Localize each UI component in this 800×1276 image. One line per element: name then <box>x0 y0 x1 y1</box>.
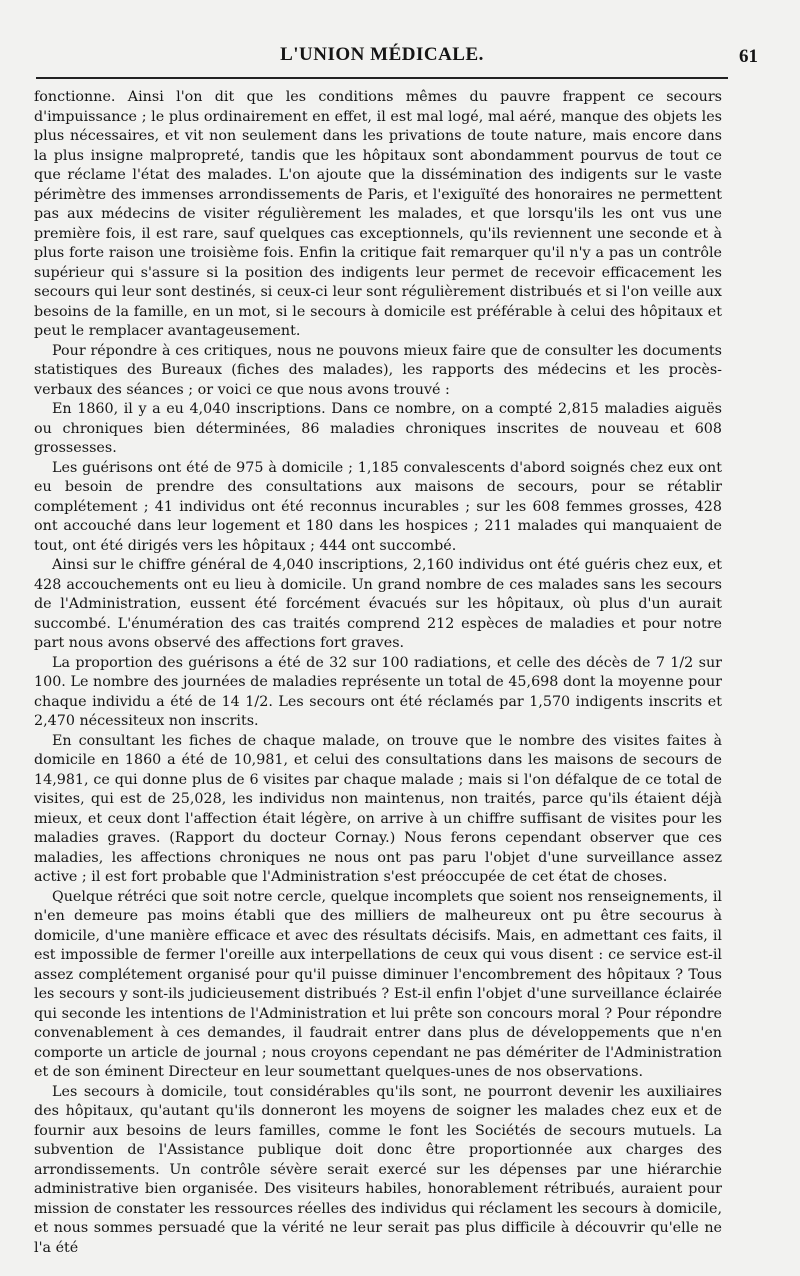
paragraph-9: Les secours à domicile, tout considérables qu'ils sont, ne pourront devenir les auxiliaires des hôpitaux, qu'autant qu'ils donneront les moyens de soigner les malades chez eux et de fournir aux besoins de leurs familles, comme le font les Sociétés de secours mutuels. La subvention de l'Assistance publique doit donc être proportionnée aux charges des arrondissements. Un contrôle sévère serait exercé sur les dépenses par une hiérarchie administrative bien organisée. Des visiteurs habiles, honorablement rétribués, auraient pour mission de constater les ressources réelles des individus qui réclament les secours à domicile, et nous sommes persuadé que la vérité ne leur serait pas plus difficile à découvrir qu'elle ne l'a été <box>34 1083 722 1256</box>
paragraph-7: En consultant les fiches de chaque malade, on trouve que le nombre des visites faites à domicile en 1860 a été de 10,981, et celui des consultations dans les maisons de secours de 14,981, ce qui donne plus de 6 visites par chaque malade ; mais si l'on défalque de ce total de visites, qui est de 25,028, les individus non maintenus, non traités, parce qu'ils étaient déjà mieux, et ceux dont l'affection était légère, on arrive à un chiffre suffisant de visites pour les maladies graves. (Rapport du docteur Cornay.) Nous ferons cependant observer que ces maladies, les affections chroniques ne nous ont pas paru l'objet d'une surveillance assez active ; il est fort probable que l'Administration s'est préoccupée de cet état de choses. <box>34 732 722 885</box>
header-rule <box>36 77 728 79</box>
paragraph-4: Les guérisons ont été de 975 à domicile ; 1,185 convalescents d'abord soignés chez eux ont eu besoin de prendre des consultations aux maisons de secours, pour se rétablir complétement ; 41 individus ont été reconnus incurables ; sur les 608 femmes grosses, 428 ont accouché dans leur logement et 180 dans les hospices ; 211 malades qui manquaient de tout, ont été dirigés vers les hôpitaux ; 444 ont succombé. <box>34 459 722 554</box>
paragraph-3: En 1860, il y a eu 4,040 inscriptions. Dans ce nombre, on a compté 2,815 maladies aiguës ou chroniques bien déterminées, 86 maladies chroniques inscrites de nouveau et 608 grossesses. <box>34 401 722 456</box>
paragraph-1: fonctionne. Ainsi l'on dit que les conditions mêmes du pauvre frappent ce secours d'impuissance ; le plus ordinairement en effet, il est mal logé, mal aéré, manque des objets les plus nécessaires, et vit non seulement dans les privations de toute nature, mais encore dans la plus insigne malpropreté, tandis que les hôpitaux sont abondamment pourvus de tout ce que réclame l'état des malades. L'on ajoute que la dissémination des indigents sur le vaste périmètre des immenses arrondissements de Paris, et l'exiguïté des honoraires ne permettent pas aux médecins de visiter régulièrement les malades, et que lorsqu'ils les ont vus une première fois, il est rare, sauf quelques cas exceptionnels, qu'ils reviennent une seconde et à plus forte raison une troisième fois. Enfin la critique fait remarquer qu'il n'y a pas un contrôle supérieur qui s'assure si la position des indigents leur permet de recevoir efficacement les secours qui leur sont destinés, si ceux-ci leur sont régulièrement distribués et si l'on veille aux besoins de la famille, en un mot, si le secours à domicile est préférable à celui des hôpitaux et peut le remplacer avantageusement. <box>34 89 722 339</box>
journal-title: L'UNION MÉDICALE. <box>280 44 484 65</box>
paragraph-8: Quelque rétréci que soit notre cercle, quelque incomplets que soient nos renseignements, il n'en demeure pas moins établi que des milliers de malheureux ont pu être secourus à domicile, d'une manière efficace et avec des résultats décisifs. Mais, en admettant ces faits, il est impossible de fermer l'oreille aux interpellations de ceux qui vous disent : ce service est-il assez complétement organisé pour qu'il puisse diminuer l'encombrement des hôpitaux ? Tous les secours y sont-ils judicieusement distribués ? Est-il enfin l'objet d'une surveillance éclairée qui seconde les intentions de l'Administration et lui prête son concours moral ? Pour répondre convenablement à ces demandes, il faudrait entrer dans plus de développements que n'en comporte un article de journal ; nous croyons cependant ne pas démériter de l'Administration et de son éminent Directeur en leur soumettant quelques-unes de nos observations. <box>34 888 722 1080</box>
paragraph-6: La proportion des guérisons a été de 32 sur 100 radiations, et celle des décès de 7 1/2 sur 100. Le nombre des journées de maladies représente un total de 45,698 dont la moyenne pour chaque individu a été de 14 1/2. Les secours ont été réclamés par 1,570 indigents inscrits et 2,470 nécessiteux non inscrits. <box>34 654 722 729</box>
paragraph-5: Ainsi sur le chiffre général de 4,040 inscriptions, 2,160 individus ont été guéris chez eux, et 428 accouchements ont eu lieu à domicile. Un grand nombre de ces malades sans les secours de l'Administration, eussent été forcément évacués sur les hôpitaux, où plus d'un aurait succombé. L'énumération des cas traités comprend 212 espèces de maladies et pour notre part nous avons observé des affections fort graves. <box>34 557 722 651</box>
body-text <box>34 88 722 1258</box>
paragraph-2: Pour répondre à ces critiques, nous ne pouvons mieux faire que de consulter les documents statistiques des Bureaux (fiches des malades), les rapports des médecins et les procès-verbaux des séances ; or voici ce que nous avons trouvé : <box>34 342 722 398</box>
running-header <box>36 44 758 78</box>
page-number: 61 <box>739 46 758 67</box>
